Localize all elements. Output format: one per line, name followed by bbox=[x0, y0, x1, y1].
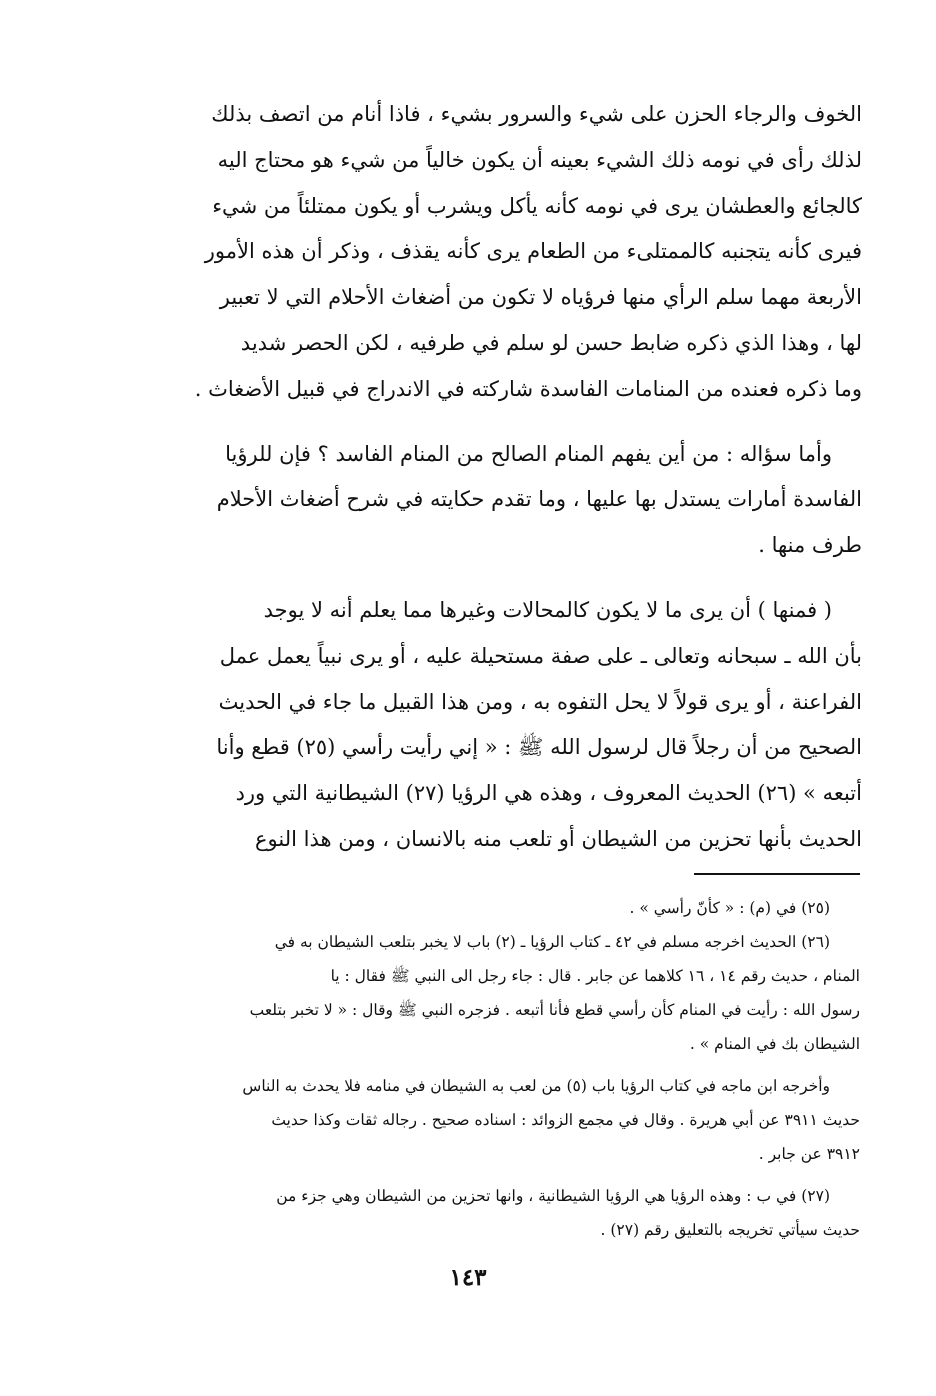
footnote-line: وأخرجه ابن ماجه في كتاب الرؤيا باب (٥) من لعب به الشيطان في منامه فلا يحدث به الناس bbox=[242, 1077, 830, 1095]
text-line: ( فمنها ) أن يرى ما لا يكون كالمحالات وغيرها مما يعلم أنه لا يوجد bbox=[263, 597, 832, 622]
footnote-separator bbox=[694, 873, 860, 875]
text-line: الأربعة مهما سلم الرأي منها فرؤياه لا تكون من أضغاث الأحلام التي لا تعبير bbox=[219, 285, 862, 310]
footnote-line: ٣٩١٢ عن جابر . bbox=[758, 1145, 860, 1163]
footnote-line: حديث ٣٩١١ عن أبي هريرة . وقال في مجمع الزوائد : اسناده صحيح . رجاله ثقات وكذا حديث bbox=[271, 1111, 860, 1129]
text-line: أتبعه » (٢٦) الحديث المعروف ، وهذه هي الرؤيا (٢٧) الشيطانية التي ورد bbox=[235, 781, 862, 806]
text-line: لذلك رأى في نومه ذلك الشيء بعينه أن يكون خالياً من شيء هو محتاج اليه bbox=[217, 147, 862, 172]
footnote-line: حديث سيأتي تخريجه بالتعليق رقم (٢٧) . bbox=[600, 1221, 860, 1239]
footnote-26-continued bbox=[162, 1069, 860, 1171]
footnote-25 bbox=[162, 891, 860, 925]
text-line: وما ذكره فعنده من المنامات الفاسدة شاركته في الاندراج في قبيل الأضغاث . bbox=[194, 376, 862, 401]
footnote-line: (٢٦) الحديث اخرجه مسلم في ٤٢ ـ كتاب الرؤيا ـ (٢) باب لا يخبر بتلعب الشيطان به في bbox=[274, 933, 830, 951]
footnote-26 bbox=[162, 925, 860, 1061]
text-line: الفراعنة ، أو يرى قولاً لا يحل التفوه به ، ومن هذا القبيل ما جاء في الحديث bbox=[218, 689, 862, 714]
text-line: لها ، وهذا الذي ذكره ضابط حسن لو سلم في طرفيه ، لكن الحصر شديد bbox=[240, 330, 862, 355]
footnote-line: الشيطان بك في المنام » . bbox=[689, 1035, 860, 1053]
text-line: الخوف والرجاء الحزن على شيء والسرور بشيء ، فاذا أنام من اتصف بذلك bbox=[211, 102, 862, 126]
page-number: ١٤٣ bbox=[449, 1264, 487, 1291]
text-line: فيرى كأنه يتجنبه كالممتلىء من الطعام يرى كأنه يقذف ، وذكر أن هذه الأمور bbox=[204, 239, 862, 264]
footnote-line: (٢٧) في ب : وهذه الرؤيا هي الرؤيا الشيطانية ، وانها تحزين من الشيطان وهي جزء من bbox=[276, 1187, 830, 1205]
text-line: وأما سؤاله : من أين يفهم المنام الصالح من المنام الفاسد ؟ فإن للرؤيا bbox=[225, 441, 832, 466]
paragraph-1 bbox=[162, 92, 862, 413]
footnote-line: (٢٥) في (م) : « كأنّ رأسي » . bbox=[629, 899, 830, 917]
paragraph-2 bbox=[162, 432, 862, 569]
footnotes bbox=[162, 891, 860, 1247]
text-line: الصحيح من أن رجلاً قال لرسول الله ﷺ : « إني رأيت رأسي (٢٥) قطع وأنا bbox=[216, 735, 862, 760]
footnote-line: رسول الله : رأيت في المنام كأن رأسي قطع فأنا أتبعه . فزجره النبي ﷺ وقال : « لا تخبر بتلعب bbox=[249, 1001, 860, 1019]
text-line: بأن الله ـ سبحانه وتعالى ـ على صفة مستحيلة عليه ، أو يرى نبياً يعمل عمل bbox=[219, 643, 862, 668]
footnote-27 bbox=[162, 1179, 860, 1247]
text-line: الفاسدة أمارات يستدل بها عليها ، وما تقدم حكايته في شرح أضغاث الأحلام bbox=[216, 487, 862, 512]
text-line: كالجائع والعطشان يرى في نومه كأنه يأكل ويشرب أو يكون ممتلئاً من شيء bbox=[212, 193, 862, 218]
footnote-line: المنام ، حديث رقم ١٤ ، ١٦ كلاهما عن جابر . قال : جاء رجل الى النبي ﷺ فقال : يا bbox=[330, 967, 860, 985]
text-line: طرف منها . bbox=[758, 533, 862, 558]
text-line: الحديث بأنها تحزين من الشيطان أو تلعب منه بالانسان ، ومن هذا النوع bbox=[255, 826, 862, 851]
paragraph-3 bbox=[162, 588, 862, 863]
main-text bbox=[162, 92, 862, 863]
